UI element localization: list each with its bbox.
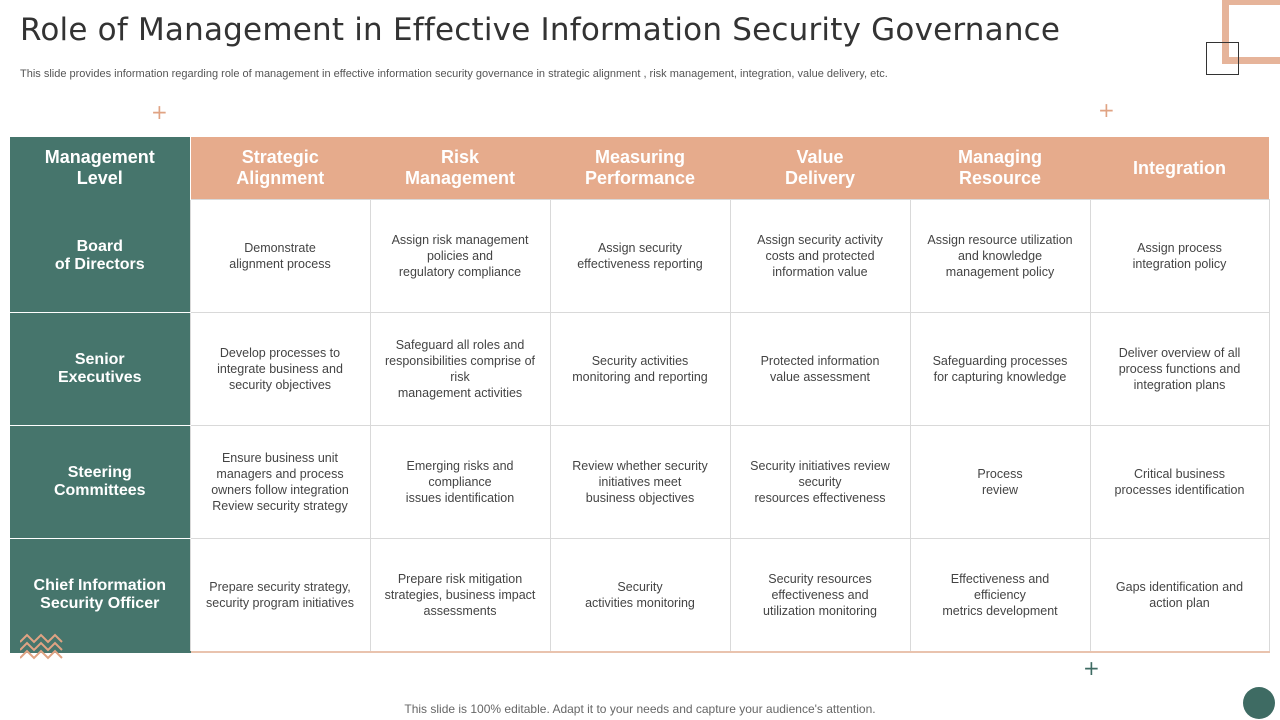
header-label: Integration	[1133, 157, 1226, 178]
table-cell: Assign risk management policies and regulatory compliance	[370, 200, 550, 313]
header-label: Measuring Performance	[584, 147, 696, 188]
table-row	[10, 313, 1269, 426]
table-cell: Develop processes to integrate business and security objectives	[190, 313, 370, 426]
management-roles-table	[10, 137, 1270, 653]
table-cell: Assign process integration policy	[1090, 200, 1269, 313]
header-label: Managing Resource	[958, 147, 1042, 188]
table-cell: Security activities monitoring	[550, 539, 730, 653]
plus-icon: +	[1098, 98, 1115, 122]
row-label-board-of-directors: Board of Directors	[10, 200, 190, 313]
plus-icon: +	[1083, 656, 1100, 680]
table-cell: Protected information value assessment	[730, 313, 910, 426]
header-measuring-performance	[550, 137, 730, 200]
row-label-chief-information-security-officer: Chief Information Security Officer	[10, 539, 190, 653]
table-cell: Review whether security initiatives meet business objectives	[550, 426, 730, 539]
table-cell: Assign resource utilization and knowledge management policy	[910, 200, 1090, 313]
header-integration	[1090, 137, 1269, 200]
table-row	[10, 200, 1269, 313]
table-cell: Prepare security strategy, security program initiatives	[190, 539, 370, 653]
header-label: Strategic Alignment	[236, 147, 325, 188]
header-label: Risk Management	[404, 147, 516, 188]
table-cell: Security resources effectiveness and utilization monitoring	[730, 539, 910, 653]
table-cell: Safeguard all roles and responsibilities comprise of risk management activities	[370, 313, 550, 426]
table-header-row	[10, 137, 1269, 200]
header-label: Management Level	[44, 147, 155, 189]
table-cell: Effectiveness and efficiency metrics development	[910, 539, 1090, 653]
table-cell: Ensure business unit managers and process owners follow integration Review security strategy	[190, 426, 370, 539]
plus-icon: +	[151, 100, 168, 124]
header-risk-management	[370, 137, 550, 200]
table-cell: Emerging risks and compliance issues identification	[370, 426, 550, 539]
table-cell: Gaps identification and action plan	[1090, 539, 1269, 653]
table-cell: Deliver overview of all process functions and integration plans	[1090, 313, 1269, 426]
header-strategic-alignment	[190, 137, 370, 200]
table-cell: Assign security effectiveness reporting	[550, 200, 730, 313]
table-cell: Security initiatives review security resources effectiveness	[730, 426, 910, 539]
table-row	[10, 539, 1269, 653]
table-cell: Critical business processes identification	[1090, 426, 1269, 539]
header-managing-resource	[910, 137, 1090, 200]
header-value-delivery	[730, 137, 910, 200]
header-management-level	[10, 137, 190, 200]
table-cell: Process review	[910, 426, 1090, 539]
table-cell: Prepare risk mitigation strategies, business impact assessments	[370, 539, 550, 653]
slide-subtitle: This slide provides information regarding role of management in effective information security governance in strategic alignment , risk management, integration, value delivery, etc.	[20, 68, 888, 80]
table-cell: Assign security activity costs and protected information value	[730, 200, 910, 313]
row-label-senior-executives: Senior Executives	[10, 313, 190, 426]
slide-footer: This slide is 100% editable. Adapt it to your needs and capture your audience's attention.	[404, 702, 876, 716]
header-label: Value Delivery	[784, 147, 856, 188]
table-cell: Security activities monitoring and reporting	[550, 313, 730, 426]
table-cell: Demonstrate alignment process	[190, 200, 370, 313]
table-cell: Safeguarding processes for capturing knowledge	[910, 313, 1090, 426]
zigzag-decoration-icon	[20, 632, 64, 662]
row-label-steering-committees: Steering Committees	[10, 426, 190, 539]
slide-title: Role of Management in Effective Information Security Governance	[20, 12, 1061, 48]
decorative-square-small	[1206, 42, 1239, 75]
table-row	[10, 426, 1269, 539]
